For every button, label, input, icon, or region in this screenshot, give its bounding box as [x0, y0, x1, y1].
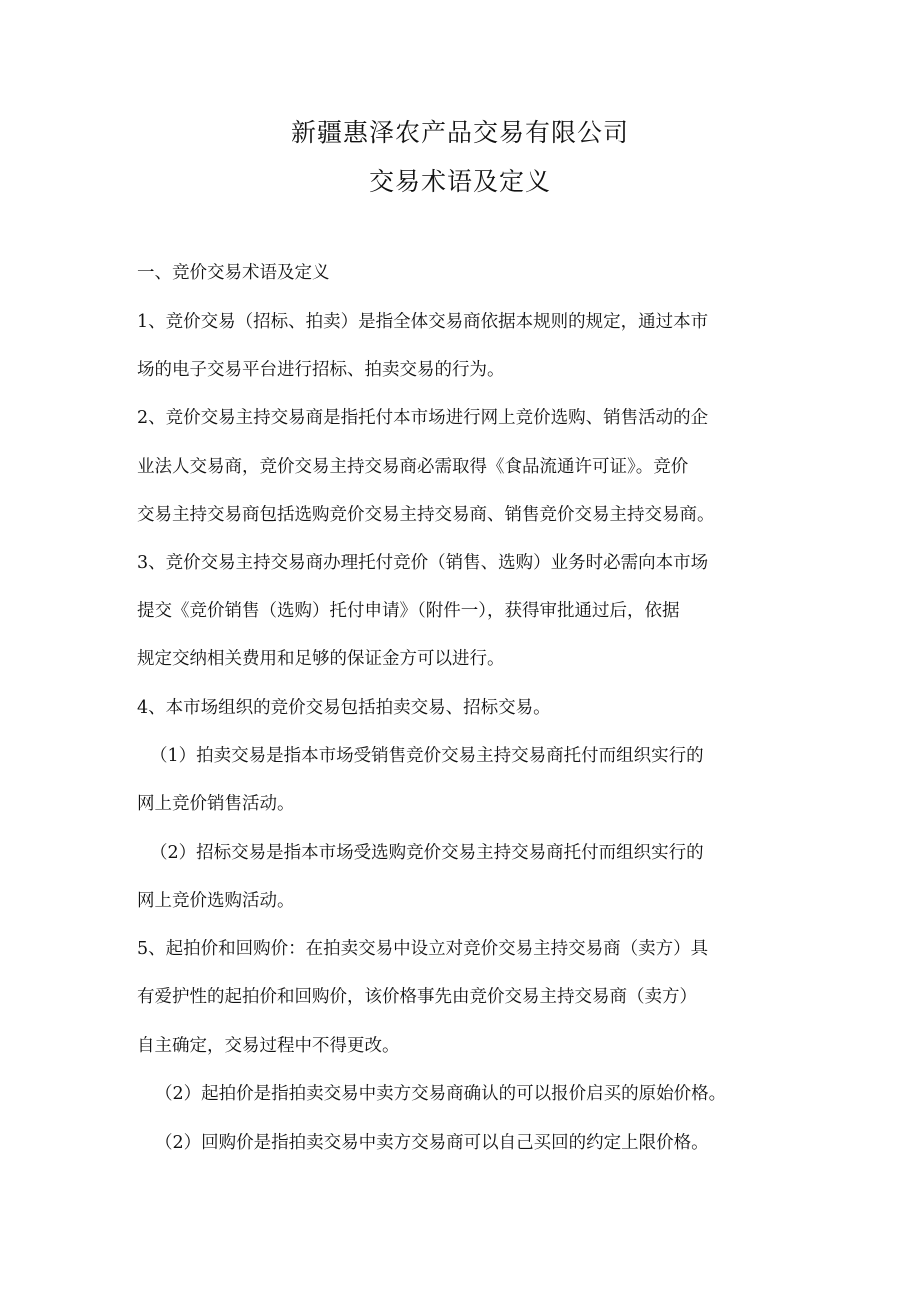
- sub-item-line: （2）回购价是指拍卖交易中卖方交易商可以自己买回的约定上限价格。: [155, 1133, 709, 1153]
- paragraph-line: 业法人交易商，竞价交易主持交易商必需取得《食品流通许可证》。竞价: [137, 457, 689, 477]
- company-title: 新疆惠泽农产品交易有限公司: [290, 118, 629, 147]
- sub-item-line: 网上竞价销售活动。: [137, 794, 295, 814]
- paragraph-line: 1、竞价交易（招标、拍卖）是指全体交易商依据本规则的规定，通过本市: [137, 312, 709, 332]
- section-heading: 一、竞价交易术语及定义: [137, 263, 330, 283]
- paragraph-line: 提交《竞价销售（选购）托付申请》（附件一），获得审批通过后，依据: [137, 601, 680, 621]
- paragraph-line: 有爱护性的起拍价和回购价，该价格事先由竞价交易主持交易商（卖方）: [137, 987, 697, 1007]
- sub-item-line: （1）拍卖交易是指本市场受销售竞价交易主持交易商托付而组织实行的: [150, 746, 704, 766]
- paragraph-line: 规定交纳相关费用和足够的保证金方可以进行。: [137, 649, 505, 669]
- paragraph-line: 场的电子交易平台进行招标、拍卖交易的行为。: [137, 360, 505, 380]
- sub-item-line: 网上竞价选购活动。: [137, 891, 295, 911]
- paragraph-line: 5、起拍价和回购价：在拍卖交易中设立对竞价交易主持交易商（卖方）具: [137, 939, 709, 959]
- sub-item-line: （2）招标交易是指本市场受选购竞价交易主持交易商托付而组织实行的: [150, 843, 704, 863]
- paragraph-line: 交易主持交易商包括选购竞价交易主持交易商、销售竞价交易主持交易商。: [137, 505, 715, 525]
- paragraph-line: 4、本市场组织的竞价交易包括拍卖交易、招标交易。: [137, 698, 551, 718]
- sub-item-line: （2）起拍价是指拍卖交易中卖方交易商确认的可以报价启买的原始价格。: [155, 1084, 727, 1104]
- paragraph-line: 3、竞价交易主持交易商办理托付竞价（销售、选购）业务时必需向本市场: [137, 553, 709, 573]
- paragraph-line: 2、竞价交易主持交易商是指托付本市场进行网上竞价选购、销售活动的企: [137, 408, 709, 428]
- document-title: 交易术语及定义: [368, 167, 551, 196]
- paragraph-line: 自主确定，交易过程中不得更改。: [137, 1036, 400, 1056]
